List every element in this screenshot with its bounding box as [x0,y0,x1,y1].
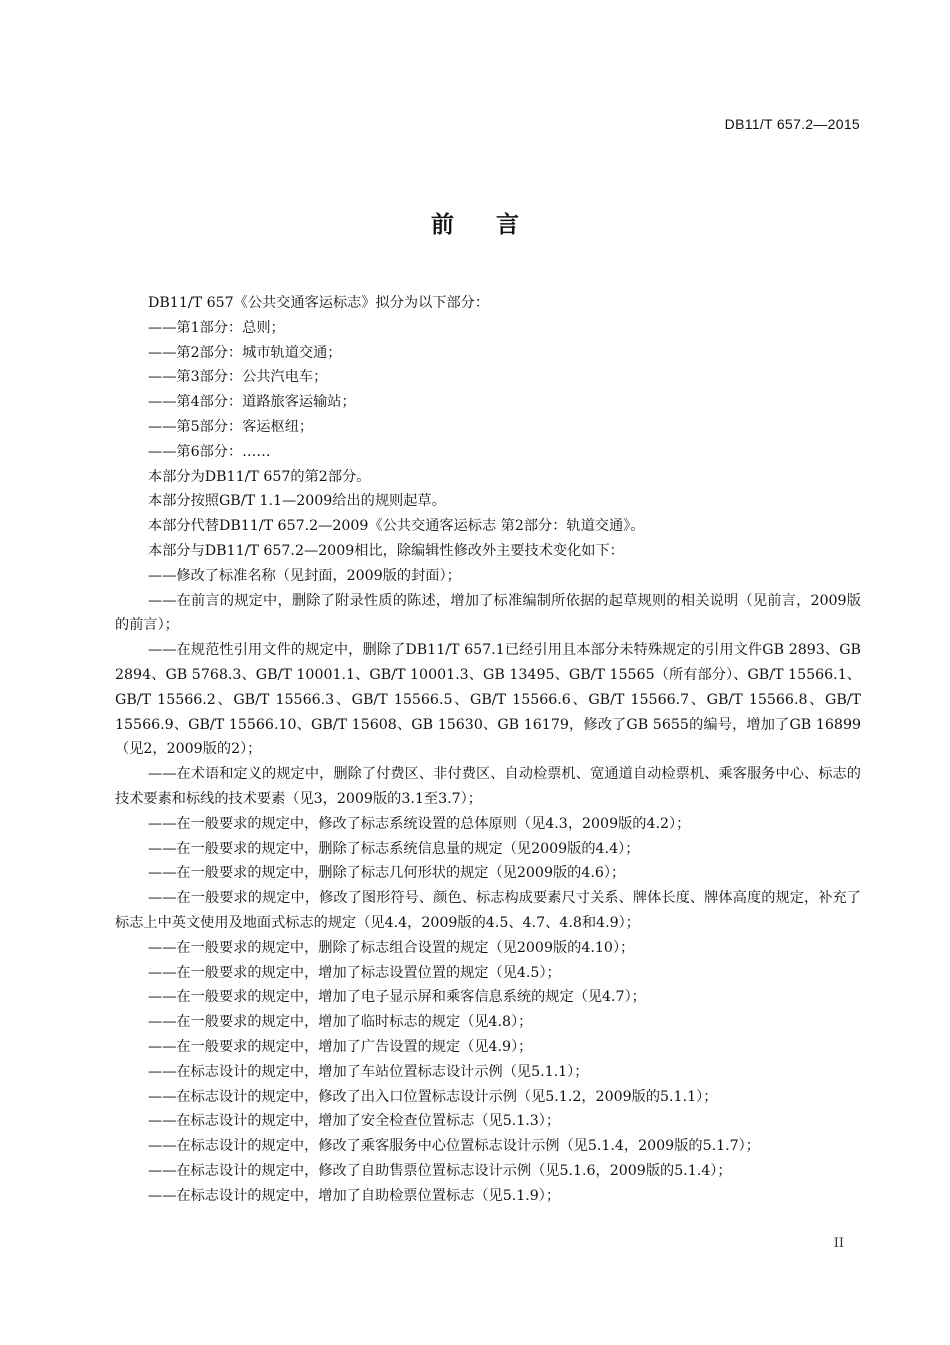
paragraph: ——第1部分：总则； [148,319,285,336]
paragraph: ——在标志设计的规定中，修改了出入口位置标志设计示例（见5.1.2，2009版的5.1.1）； [148,1088,718,1105]
paragraph: ——在一般要求的规定中，修改了标志系统设置的总体原则（见4.3，2009版的4.2）； [148,815,691,832]
paragraph: ——在一般要求的规定中，增加了广告设置的规定（见4.9）； [148,1038,533,1055]
paragraph: ——在标志设计的规定中，增加了自助检票位置标志（见5.1.9）； [148,1187,561,1204]
paragraph: ——在一般要求的规定中，增加了电子显示屏和乘客信息系统的规定（见4.7）； [148,989,646,1006]
paragraph: ——在标志设计的规定中，增加了安全检查位置标志（见5.1.3）； [148,1113,561,1130]
foreword-body [115,291,861,1208]
paragraph: ——在术语和定义的规定中，删除了付费区、非付费区、自动检票机、宽通道自动检票机、乘客服务中心、标志的技术要素和标线的技术要素（见3，2009版的3.1至3.7）； [115,766,861,807]
paragraph: ——在一般要求的规定中，删除了标志组合设置的规定（见2009版的4.10）； [148,939,635,956]
paragraph: ——修改了标准名称（见封面，2009版的封面）； [148,567,461,584]
paragraph: ——第5部分：客运枢纽； [148,418,314,435]
paragraph: ——在一般要求的规定中，删除了标志几何形状的规定（见2009版的4.6）； [148,865,626,882]
paragraph: ——第2部分：城市轨道交通； [148,344,342,361]
paragraph: ——在前言的规定中，删除了附录性质的陈述，增加了标准编制所依据的起草规则的相关说明（见前言，2009版的前言）； [115,592,861,634]
document-code: DB11/T 657.2—2015 [724,116,860,132]
paragraph: 本部分与DB11/T 657.2—2009相比，除编辑性修改外主要技术变化如下： [148,542,624,559]
paragraph: ——第6部分：…… [148,443,271,460]
paragraph: 本部分按照GB/T 1.1—2009给出的规则起草。 [148,493,446,510]
paragraph: ——在一般要求的规定中，增加了临时标志的规定（见4.8）； [148,1014,533,1031]
paragraph: ——在一般要求的规定中，增加了标志设置位置的规定（见4.5）； [148,964,561,981]
page-number: II [833,1236,844,1251]
paragraph: ——第3部分：公共汽电车； [148,369,328,386]
page-title: 前言 [431,212,561,238]
paragraph: ——在标志设计的规定中，修改了自助售票位置标志设计示例（见5.1.6，2009版的5.1.4）； [148,1162,732,1179]
paragraph: ——在规范性引用文件的规定中，删除了DB11/T 657.1已经引用且本部分未特殊规定的引用文件GB 2893、GB 2894、GB 5768.3、GB/T 10001.1、GB/T 10001.3、GB 13495、GB/T 15565（所有部分）、GB/T 15566.1、GB/T 15566.2、GB/T 15566.3、GB/T 15566.5、GB/T 15566.6、GB/T 15566.7、GB/T 15566.8、GB/T 15566.9、GB/T 15566.10、GB/T 15608、GB 15630、GB 16179，修改了GB 5655的编号，增加了GB 16899（见2，2009版的2）； [115,642,861,758]
paragraph: ——在标志设计的规定中，修改了乘客服务中心位置标志设计示例（见5.1.4，2009版的5.1.7）； [148,1138,760,1155]
paragraph: ——在一般要求的规定中，修改了图形符号、颜色、标志构成要素尺寸关系、牌体长度、牌体高度的规定，补充了标志上中英文使用及地面式标志的规定（见4.4，2009版的4.5、4.7、4.8和4.9）； [115,890,861,931]
paragraph: ——在一般要求的规定中，删除了标志系统信息量的规定（见2009版的4.4）； [148,840,640,857]
paragraph: ——在标志设计的规定中，增加了车站位置标志设计示例（见5.1.1）； [148,1063,589,1080]
paragraph: 本部分代替DB11/T 657.2—2009《公共交通客运标志 第2部分：轨道交通》。 [148,518,645,535]
paragraph: ——第4部分：道路旅客运输站； [148,394,356,411]
paragraph: 本部分为DB11/T 657的第2部分。 [148,468,371,485]
paragraph: DB11/T 657《公共交通客运标志》拟分为以下部分： [148,295,490,311]
